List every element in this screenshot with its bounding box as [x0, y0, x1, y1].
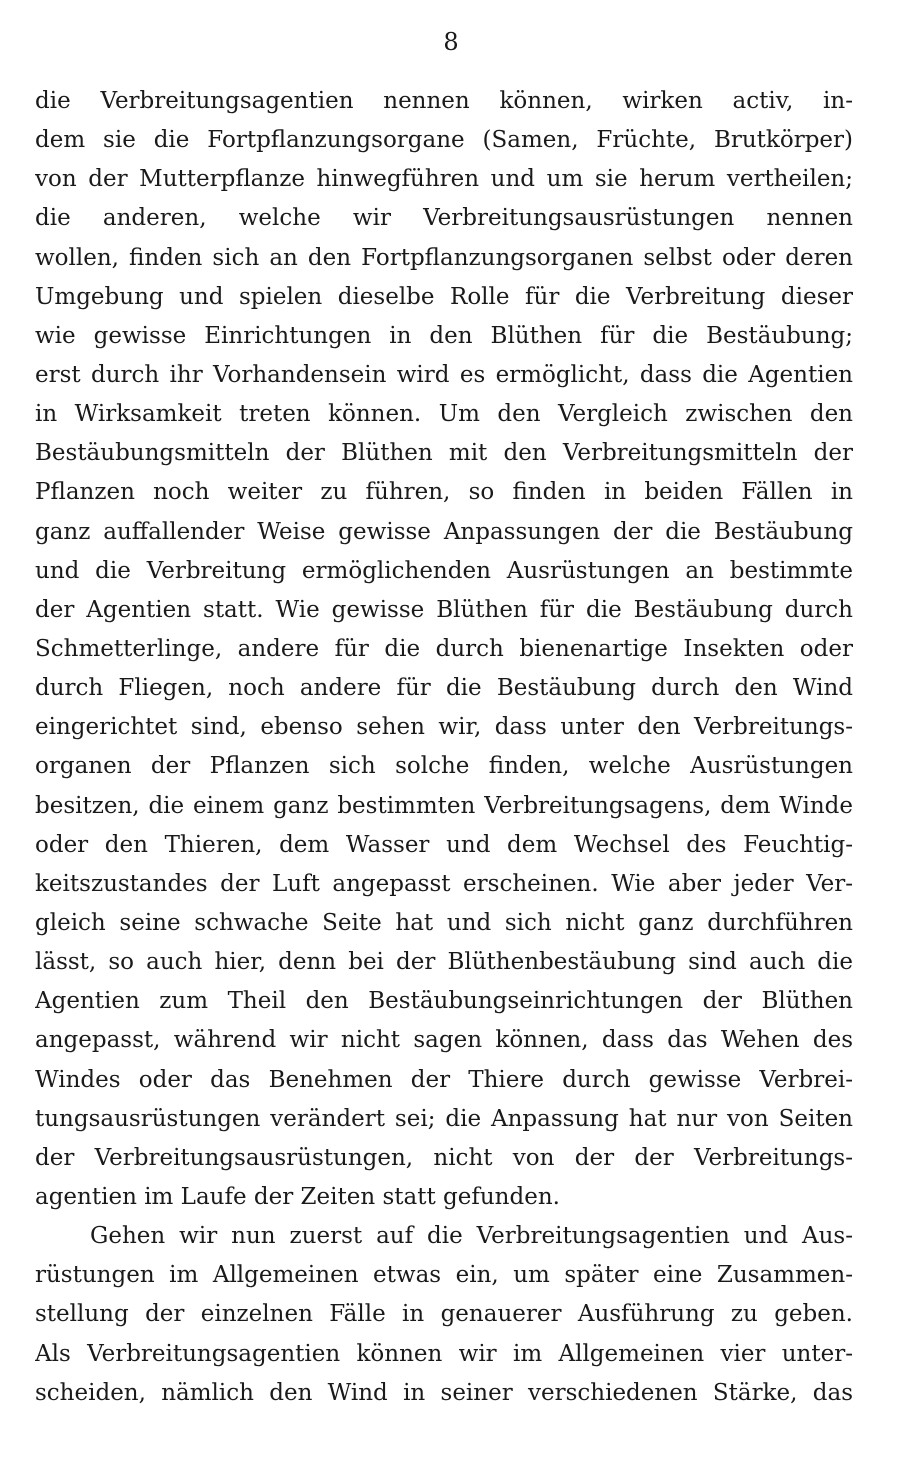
text-line: Bestäubungsmitteln der Blüthen mit den Verbreitungsmitteln der: [35, 440, 853, 467]
text-line: wie gewisse Einrichtungen in den Blüthen für die Bestäubung;: [35, 322, 853, 349]
text-line: dem sie die Fortpflanzungsorgane (Samen, Früchte, Brutkörper): [35, 127, 853, 154]
text-line: organen der Pflanzen sich solche finden, welche Ausrüstungen: [35, 753, 853, 780]
paragraph-last-line: agentien im Laufe der Zeiten statt gefunden.: [35, 1183, 560, 1210]
page-number: 8: [443, 28, 459, 56]
text-line: die anderen, welche wir Verbreitungsausrüstungen nennen: [35, 205, 853, 232]
text-line: wollen, finden sich an den Fortpflanzungsorganen selbst oder deren: [35, 244, 853, 271]
text-line: durch Fliegen, noch andere für die Bestäubung durch den Wind: [35, 675, 853, 702]
text-line: keitszustandes der Luft angepasst erscheinen. Wie aber jeder Ver-: [35, 870, 853, 897]
text-line: tungsausrüstungen verändert sei; die Anpassung hat nur von Seiten: [35, 1105, 853, 1132]
text-line: oder den Thieren, dem Wasser und dem Wechsel des Feuchtig-: [35, 831, 853, 858]
text-line: die Verbreitungsagentien nennen können, wirken activ, in-: [35, 88, 853, 114]
text-line: stellung der einzelnen Fälle in genauerer Ausführung zu geben.: [35, 1301, 853, 1328]
text-line: angepasst, während wir nicht sagen können, dass das Wehen des: [35, 1027, 853, 1054]
text-line: ganz auffallender Weise gewisse Anpassungen der die Bestäubung: [35, 518, 853, 545]
text-line: Agentien zum Theil den Bestäubungseinrichtungen der Blüthen: [35, 988, 853, 1015]
text-line: lässt, so auch hier, denn bei der Blüthenbestäubung sind auch die: [35, 949, 853, 976]
text-line: gleich seine schwache Seite hat und sich nicht ganz durchführen: [35, 909, 853, 936]
text-line: Als Verbreitungsagentien können wir im Allgemeinen vier unter-: [35, 1340, 853, 1367]
text-line: erst durch ihr Vorhandensein wird es ermöglicht, dass die Agentien: [35, 361, 853, 388]
body-text: [35, 82, 853, 1413]
text-line: Umgebung und spielen dieselbe Rolle für die Verbreitung dieser: [35, 283, 853, 310]
text-line: der Agentien statt. Wie gewisse Blüthen für die Bestäubung durch: [35, 596, 853, 623]
text-line: von der Mutterpflanze hinwegführen und um sie herum vertheilen;: [35, 166, 853, 193]
text-line: rüstungen im Allgemeinen etwas ein, um später eine Zusammen-: [35, 1262, 853, 1289]
paragraph-first-line: Gehen wir nun zuerst auf die Verbreitungsagentien und Aus-: [90, 1223, 853, 1250]
text-line: Schmetterlinge, andere für die durch bienenartige Insekten oder: [35, 635, 853, 662]
text-line: und die Verbreitung ermöglichenden Ausrüstungen an bestimmte: [35, 557, 853, 584]
text-line: der Verbreitungsausrüstungen, nicht von der der Verbreitungs-: [35, 1144, 853, 1171]
text-line: in Wirksamkeit treten können. Um den Vergleich zwischen den: [35, 401, 853, 428]
text-line: eingerichtet sind, ebenso sehen wir, dass unter den Verbreitungs-: [35, 714, 853, 741]
text-line: Windes oder das Benehmen der Thiere durch gewisse Verbrei-: [35, 1066, 853, 1093]
text-line: besitzen, die einem ganz bestimmten Verbreitungsagens, dem Winde: [35, 792, 853, 819]
text-line: Pflanzen noch weiter zu führen, so finden in beiden Fällen in: [35, 479, 853, 506]
text-line: scheiden, nämlich den Wind in seiner verschiedenen Stärke, das: [35, 1379, 853, 1406]
